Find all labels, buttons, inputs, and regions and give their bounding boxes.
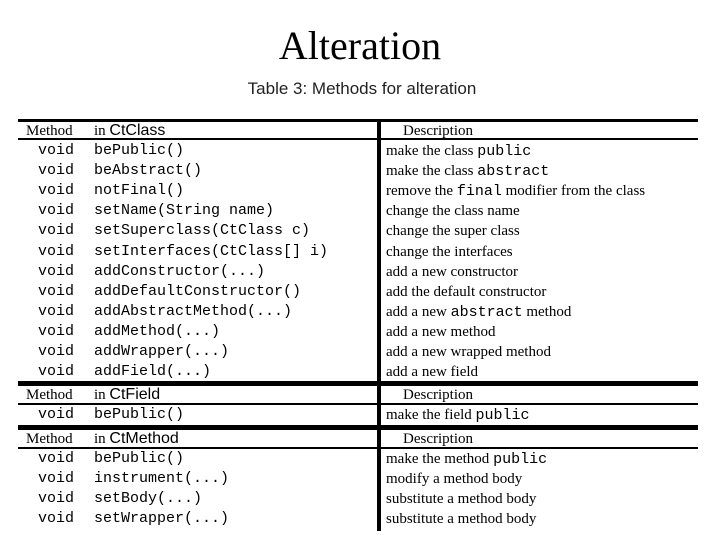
method-description bbox=[386, 161, 549, 181]
description-text: modifier from the class bbox=[501, 183, 646, 200]
header-in: in bbox=[94, 123, 106, 139]
header-in: in bbox=[94, 431, 106, 447]
table-row bbox=[18, 161, 698, 181]
return-type: void bbox=[38, 490, 75, 508]
table-row bbox=[18, 302, 698, 322]
description-text: add a new constructor bbox=[386, 263, 519, 280]
table-row bbox=[18, 221, 698, 241]
return-type: void bbox=[38, 282, 75, 300]
description-text: make the class bbox=[386, 143, 478, 159]
method-description bbox=[386, 221, 520, 241]
method-signature: bePublic() bbox=[94, 450, 185, 467]
description-text: change the class name bbox=[386, 203, 520, 220]
table-row bbox=[18, 242, 698, 262]
table-row bbox=[18, 509, 698, 529]
slide-title: Alteration bbox=[278, 23, 442, 68]
table-row bbox=[18, 342, 698, 362]
table-rows bbox=[18, 119, 698, 531]
return-type: void bbox=[38, 302, 75, 320]
description-code: public bbox=[477, 143, 532, 160]
method-signature: bePublic() bbox=[94, 142, 185, 159]
description-code: public bbox=[493, 451, 548, 468]
description-code: final bbox=[456, 183, 502, 201]
method-signature: bePublic() bbox=[94, 406, 185, 423]
header-class-name: CtField bbox=[109, 386, 161, 403]
return-type: void bbox=[38, 162, 75, 180]
method-signature: setBody(...) bbox=[94, 490, 203, 508]
return-type: void bbox=[38, 242, 75, 260]
description-text: modify a method body bbox=[386, 471, 523, 488]
return-type: void bbox=[38, 363, 75, 381]
table-row bbox=[18, 282, 698, 302]
method-signature: setInterfaces(CtClass[] i) bbox=[94, 242, 329, 260]
method-description bbox=[386, 322, 496, 342]
table-header-row bbox=[18, 385, 698, 405]
description-text: substitute a method body bbox=[386, 491, 537, 508]
table-row bbox=[18, 141, 698, 161]
table-caption: Table 3: Methods for alteration bbox=[247, 79, 477, 98]
table-header-row bbox=[18, 121, 698, 141]
return-type: void bbox=[38, 510, 75, 528]
method-description bbox=[386, 282, 546, 302]
description-text: substitute a method body bbox=[386, 511, 537, 528]
method-signature: addAbstractMethod(...) bbox=[94, 302, 293, 320]
method-description bbox=[386, 405, 530, 425]
method-description bbox=[386, 181, 645, 201]
return-type: void bbox=[38, 222, 75, 240]
method-signature: notFinal() bbox=[94, 182, 185, 200]
method-signature: setWrapper(...) bbox=[94, 510, 230, 528]
method-signature: instrument(...) bbox=[94, 470, 230, 488]
return-type: void bbox=[38, 142, 75, 159]
header-in-class bbox=[94, 121, 165, 141]
methods-table bbox=[18, 119, 698, 531]
header-class-name: CtClass bbox=[109, 122, 166, 139]
table-header-row bbox=[18, 429, 698, 449]
header-method: Method bbox=[26, 431, 73, 447]
description-text: change the super class bbox=[386, 223, 520, 240]
method-signature: addField(...) bbox=[94, 363, 212, 381]
description-text: make the method bbox=[386, 451, 494, 467]
method-description bbox=[386, 342, 551, 362]
description-text: make the class bbox=[386, 163, 478, 180]
description-code: abstract bbox=[450, 303, 523, 321]
method-description bbox=[386, 509, 536, 529]
description-text: add a new bbox=[386, 303, 451, 320]
table-row bbox=[18, 449, 698, 469]
header-description: Description bbox=[403, 123, 473, 139]
description-text: remove the bbox=[386, 183, 457, 200]
method-description bbox=[386, 262, 518, 282]
table-row bbox=[18, 262, 698, 282]
method-signature: addWrapper(...) bbox=[94, 343, 230, 360]
table-row bbox=[18, 201, 698, 221]
method-signature: addDefaultConstructor() bbox=[94, 282, 302, 300]
return-type: void bbox=[38, 262, 75, 280]
method-signature: setSuperclass(CtClass c) bbox=[94, 222, 311, 240]
table-row bbox=[18, 405, 698, 425]
method-description bbox=[386, 201, 520, 221]
header-description: Description bbox=[403, 387, 473, 403]
table-row bbox=[18, 469, 698, 489]
method-signature: addMethod(...) bbox=[94, 322, 221, 340]
method-description bbox=[386, 469, 522, 489]
method-description bbox=[386, 362, 478, 382]
return-type: void bbox=[38, 182, 75, 200]
method-description bbox=[386, 141, 531, 161]
description-text: change the interfaces bbox=[386, 243, 513, 260]
description-text: add the default constructor bbox=[386, 283, 547, 300]
table-row bbox=[18, 362, 698, 382]
description-text: make the field bbox=[386, 407, 476, 423]
header-class-name: CtMethod bbox=[109, 430, 179, 447]
description-text: method bbox=[522, 303, 572, 320]
return-type: void bbox=[38, 450, 75, 467]
table-row bbox=[18, 489, 698, 509]
return-type: void bbox=[38, 322, 75, 340]
method-description bbox=[386, 242, 513, 262]
description-code: abstract bbox=[477, 163, 550, 181]
return-type: void bbox=[38, 343, 75, 360]
return-type: void bbox=[38, 406, 75, 423]
return-type: void bbox=[38, 202, 75, 220]
header-in: in bbox=[94, 387, 106, 403]
header-method: Method bbox=[26, 123, 73, 139]
method-signature: beAbstract() bbox=[94, 162, 203, 180]
header-description: Description bbox=[403, 431, 473, 447]
header-method: Method bbox=[26, 387, 73, 403]
description-text: add a new method bbox=[386, 323, 496, 340]
header-in-class bbox=[94, 429, 179, 449]
table-row bbox=[18, 322, 698, 342]
method-description bbox=[386, 489, 536, 509]
method-description bbox=[386, 302, 571, 322]
method-signature: addConstructor(...) bbox=[94, 262, 266, 280]
description-text: add a new wrapped method bbox=[386, 344, 551, 360]
table-row bbox=[18, 181, 698, 201]
method-description bbox=[386, 449, 547, 469]
description-text: add a new field bbox=[386, 364, 479, 381]
header-in-class bbox=[94, 385, 160, 405]
description-code: public bbox=[475, 407, 530, 424]
method-signature: setName(String name) bbox=[94, 202, 275, 220]
return-type: void bbox=[38, 470, 75, 488]
